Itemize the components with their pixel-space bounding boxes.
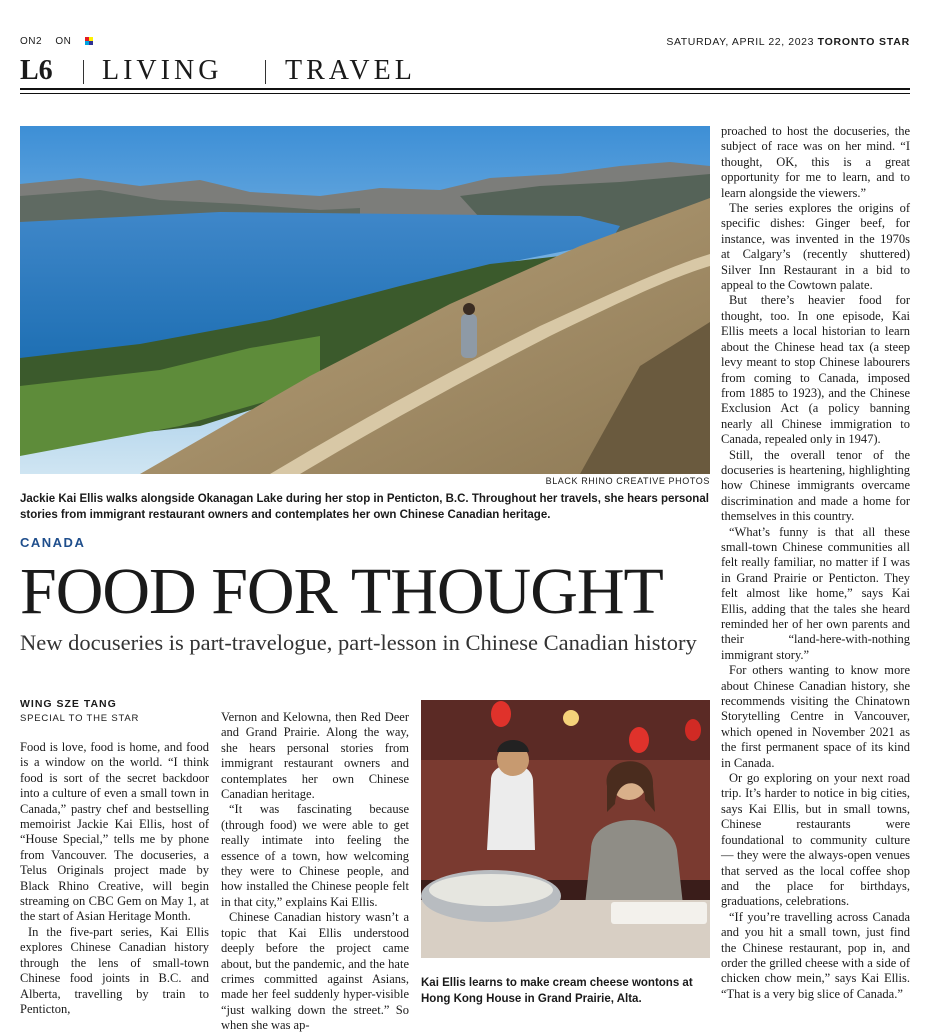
top-line xyxy=(20,36,910,50)
kicker: CANADA xyxy=(20,535,86,550)
divider xyxy=(83,60,84,84)
page-number: L6 xyxy=(20,55,53,86)
paragraph: For others wanting to know more about Chinese Canadian history, she recommends visiting the Chinatown Storytelling Centre in Vancouver, which opened in November 2021 as the first permanent space of its kind in Canada. xyxy=(721,663,910,770)
header-rule-thin xyxy=(20,93,910,94)
body-column-2 xyxy=(221,710,409,1034)
paragraph: “If you’re travelling across Canada and you hit a small town, just find the Chinese restaurant, pop in, and order the grilled cheese with a side of chicken chow mein,” says Kai Ellis. “That is a very big slice of Canada.” xyxy=(721,909,910,1001)
header-rule xyxy=(20,88,910,90)
paragraph: But there’s heavier food for thought, too. In one episode, Kai Ellis meets a local historian to learn about the Chinese head tax (a steep levy meant to stop Chinese labourers from coming to Canada, imposed from 1885 to 1923), and the Chinese Exclusion Act (a policy banning nearly all Chinese immigration to Canada, repealed only in 1947). xyxy=(721,293,910,447)
okanagan-lake-photo xyxy=(20,126,710,474)
deck: New docuseries is part-travelogue, part-lesson in Chinese Canadian history xyxy=(20,630,697,655)
paragraph: The series explores the origins of specific dishes: Ginger beef, for instance, was invented in the 1970s at Calgary’s (recently shuttered) Silver Inn Restaurant in a bid to appeal to the Cowtown palate. xyxy=(721,201,910,293)
byline-role: SPECIAL TO THE STAR xyxy=(20,713,140,724)
issue-date: SATURDAY, APRIL 22, 2023 xyxy=(666,36,815,48)
section-header xyxy=(20,56,910,88)
divider xyxy=(265,60,266,84)
headline: FOOD FOR THOUGHT xyxy=(20,555,663,628)
paragraph: Vernon and Kelowna, then Red Deer and Grand Prairie. Along the way, she hears personal stories from immigrant restaurant owners and contemplates her own Chinese Canadian heritage. xyxy=(221,710,409,802)
paper-name: TORONTO STAR xyxy=(817,36,910,48)
body-column-1 xyxy=(20,740,209,1017)
paragraph: “It was fascinating because (through food) we were able to get really intimate into feeling the essence of a town, how welcoming they were to Chinese people, and how installed the Chinese people felt in that city,” explains Kai Ellis. xyxy=(221,802,409,909)
section-name: LIVING xyxy=(102,55,223,86)
registration-color-swatch xyxy=(89,41,93,45)
paragraph: Still, the overall tenor of the docuseries is heartening, highlighting how Chinese immigrants overcame discrimination and made a home for themselves in this country. xyxy=(721,447,910,524)
paragraph: proached to host the docuseries, the subject of race was on her mind. “I thought, OK, this is a great opportunity for me to learn, and to learn alongside the viewers.” xyxy=(721,124,910,200)
photo-caption: Jackie Kai Ellis walks alongside Okanagan Lake during her stop in Penticton, B.C. Throughout her travels, she hears personal stories from immigrant restaurant owners and contemplates her own Chinese Canadian heritage. xyxy=(20,493,709,521)
edition-code: ON2 xyxy=(20,36,43,47)
edition-code-2: ON xyxy=(55,36,72,47)
paragraph: Chinese Canadian history wasn’t a topic that Kai Ellis understood deeply before the project came about, but the pandemic, and the hate crimes committed against Asians, made her feel suddenly hyper-visible “just walking down the street.” So when she was ap- xyxy=(221,910,409,1033)
body-column-3 xyxy=(721,124,910,1002)
registration-color-mark xyxy=(85,37,93,45)
dateline xyxy=(666,36,910,48)
paragraph: Or go exploring on your next road trip. It’s harder to notice in big cities, says Kai Ellis, but in small towns, Chinese restaurants were foundational to community culture — they were the always-open venues that served as the local coffee shop and the place for birthdays, graduations, celebrations. xyxy=(721,771,910,909)
edition-codes xyxy=(20,36,103,47)
photo-credit: BLACK RHINO CREATIVE PHOTOS xyxy=(545,476,710,486)
wonton-cooking-photo xyxy=(421,700,710,958)
byline: WING SZE TANG xyxy=(20,698,117,710)
subsection-name: TRAVEL xyxy=(285,55,416,86)
paragraph: “What’s funny is that all these small-town Chinese communities all felt really familiar, no matter if I was in Grand Prairie or Penticton. They felt almost like home,” says Kai Ellis, adding that the tales she heard reminded her of her own parents and their “land-here-with-nothing immigrant story.” xyxy=(721,524,910,662)
paragraph: Food is love, food is home, and food is a window on the world. “I think food is sort of the secret backdoor into a culture of even a small town in Canada,” pastry chef and bestselling memoirist Jackie Kai Ellis, host of “House Special,” tells me by phone from Vancouver. The docuseries, a Telus Originals project made by Black Rhino Creative, will begin streaming on CBC Gem on May 1, at the start of Asian Heritage Month. xyxy=(20,740,209,924)
photo2-caption: Kai Ellis learns to make cream cheese wontons at Hong Kong House in Grand Prairie, Alta. xyxy=(421,977,693,1005)
paragraph: In the five-part series, Kai Ellis explores Chinese Canadian history through the lens of small-town Chinese food joints in B.C. and Alberta, travelling by train to Penticton, xyxy=(20,924,209,1016)
